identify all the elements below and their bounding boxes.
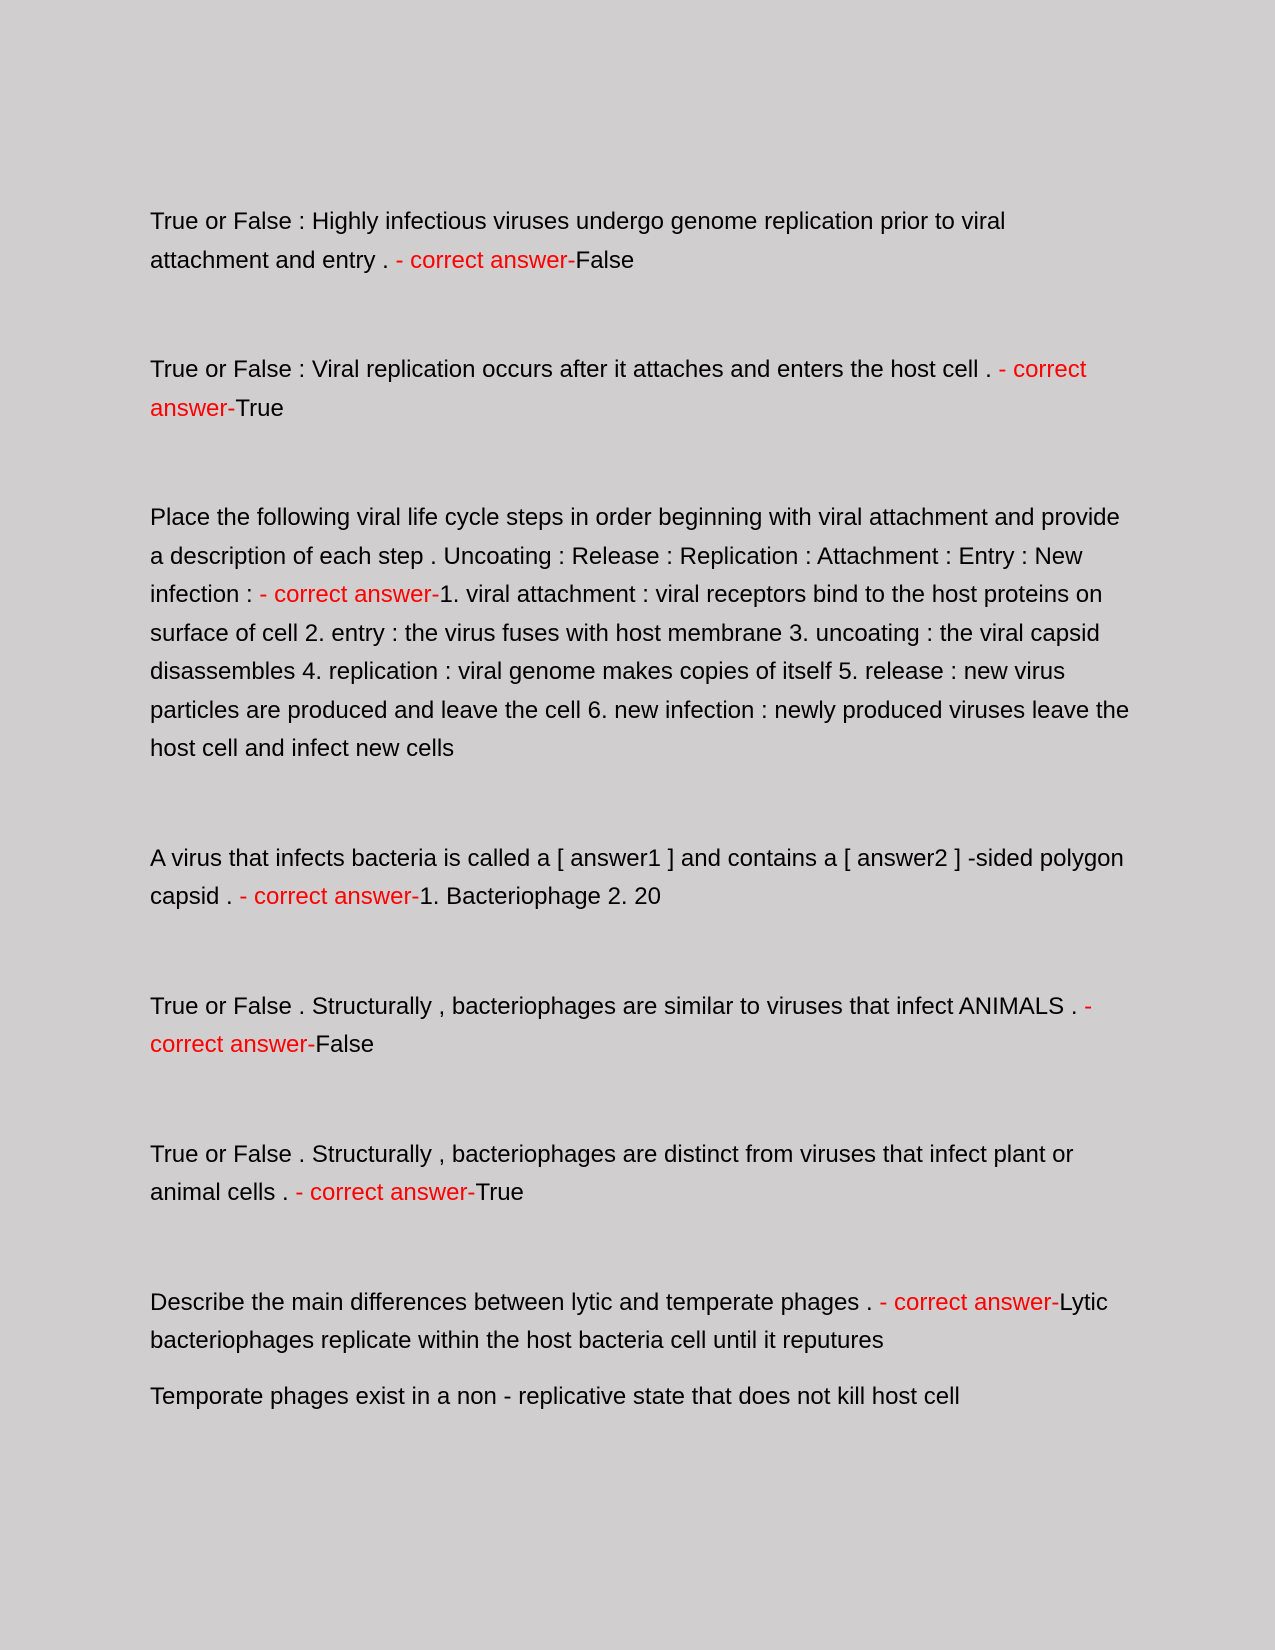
- extra-paragraph: Temporate phages exist in a non - replicative state that does not kill host cell: [150, 1382, 960, 1410]
- answer-marker: - correct answer-: [259, 581, 440, 608]
- answer-marker: - correct answer-: [239, 883, 420, 910]
- document-page: [150, 203, 1130, 1416]
- answer-marker: - correct answer-: [150, 992, 1093, 1058]
- answer-marker: - correct answer-: [879, 1288, 1060, 1316]
- answer-text: 1. Bacteriophage 2. 20: [419, 883, 661, 910]
- qa-item-2: [150, 351, 1130, 428]
- answer-marker: - correct answer-: [395, 246, 576, 274]
- question-text: Describe the main differences between lytic and temperate phages .: [150, 1288, 880, 1316]
- qa-item-1: [150, 203, 1130, 280]
- answer-text: 1. viral attachment : viral receptors bind to the host proteins on surface of cell 2. entry : the virus fuses with host membrane 3. uncoating : the viral capsid disassembles 4. replication : viral genome makes copies of itself 5. release : new virus particles are produced and leave the cell 6. new infection : newly produced viruses leave the host cell and infect new cells: [150, 581, 1130, 762]
- question-text: A virus that infects bacteria is called a [ answer1 ] and contains a [ answer2 ] -sided polygon capsid .: [150, 844, 1124, 910]
- qa-item-5: [150, 988, 1130, 1065]
- question-text: True or False : Viral replication occurs after it attaches and enters the host cell .: [150, 356, 999, 383]
- qa-item-3: [150, 499, 1130, 769]
- answer-text: False: [575, 246, 635, 274]
- question-text: Place the following viral life cycle steps in order beginning with viral attachment and provide a description of each step . Uncoating : Release : Replication : Attachment : Entry : New infection :: [150, 504, 1120, 608]
- answer-text: True: [235, 394, 284, 422]
- question-text: True or False : Highly infectious viruses undergo genome replication prior to viral attachment and entry .: [150, 208, 1006, 274]
- answer-marker: - correct answer-: [295, 1179, 476, 1206]
- qa-item-4: [150, 840, 1130, 917]
- qa-item-6: [150, 1136, 1130, 1213]
- answer-text: True: [475, 1179, 524, 1206]
- question-text: True or False . Structurally , bacteriophages are similar to viruses that infect ANIMALS .: [150, 992, 1085, 1020]
- answer-text: False: [315, 1031, 375, 1058]
- question-text: True or False . Structurally , bacteriophages are distinct from viruses that infect plant or animal cells .: [150, 1140, 1074, 1206]
- qa-item-7: [150, 1284, 1130, 1361]
- answer-marker: - correct answer-: [150, 356, 1087, 422]
- answer-text: Lytic bacteriophages replicate within the host bacteria cell until it reputures: [150, 1288, 1108, 1354]
